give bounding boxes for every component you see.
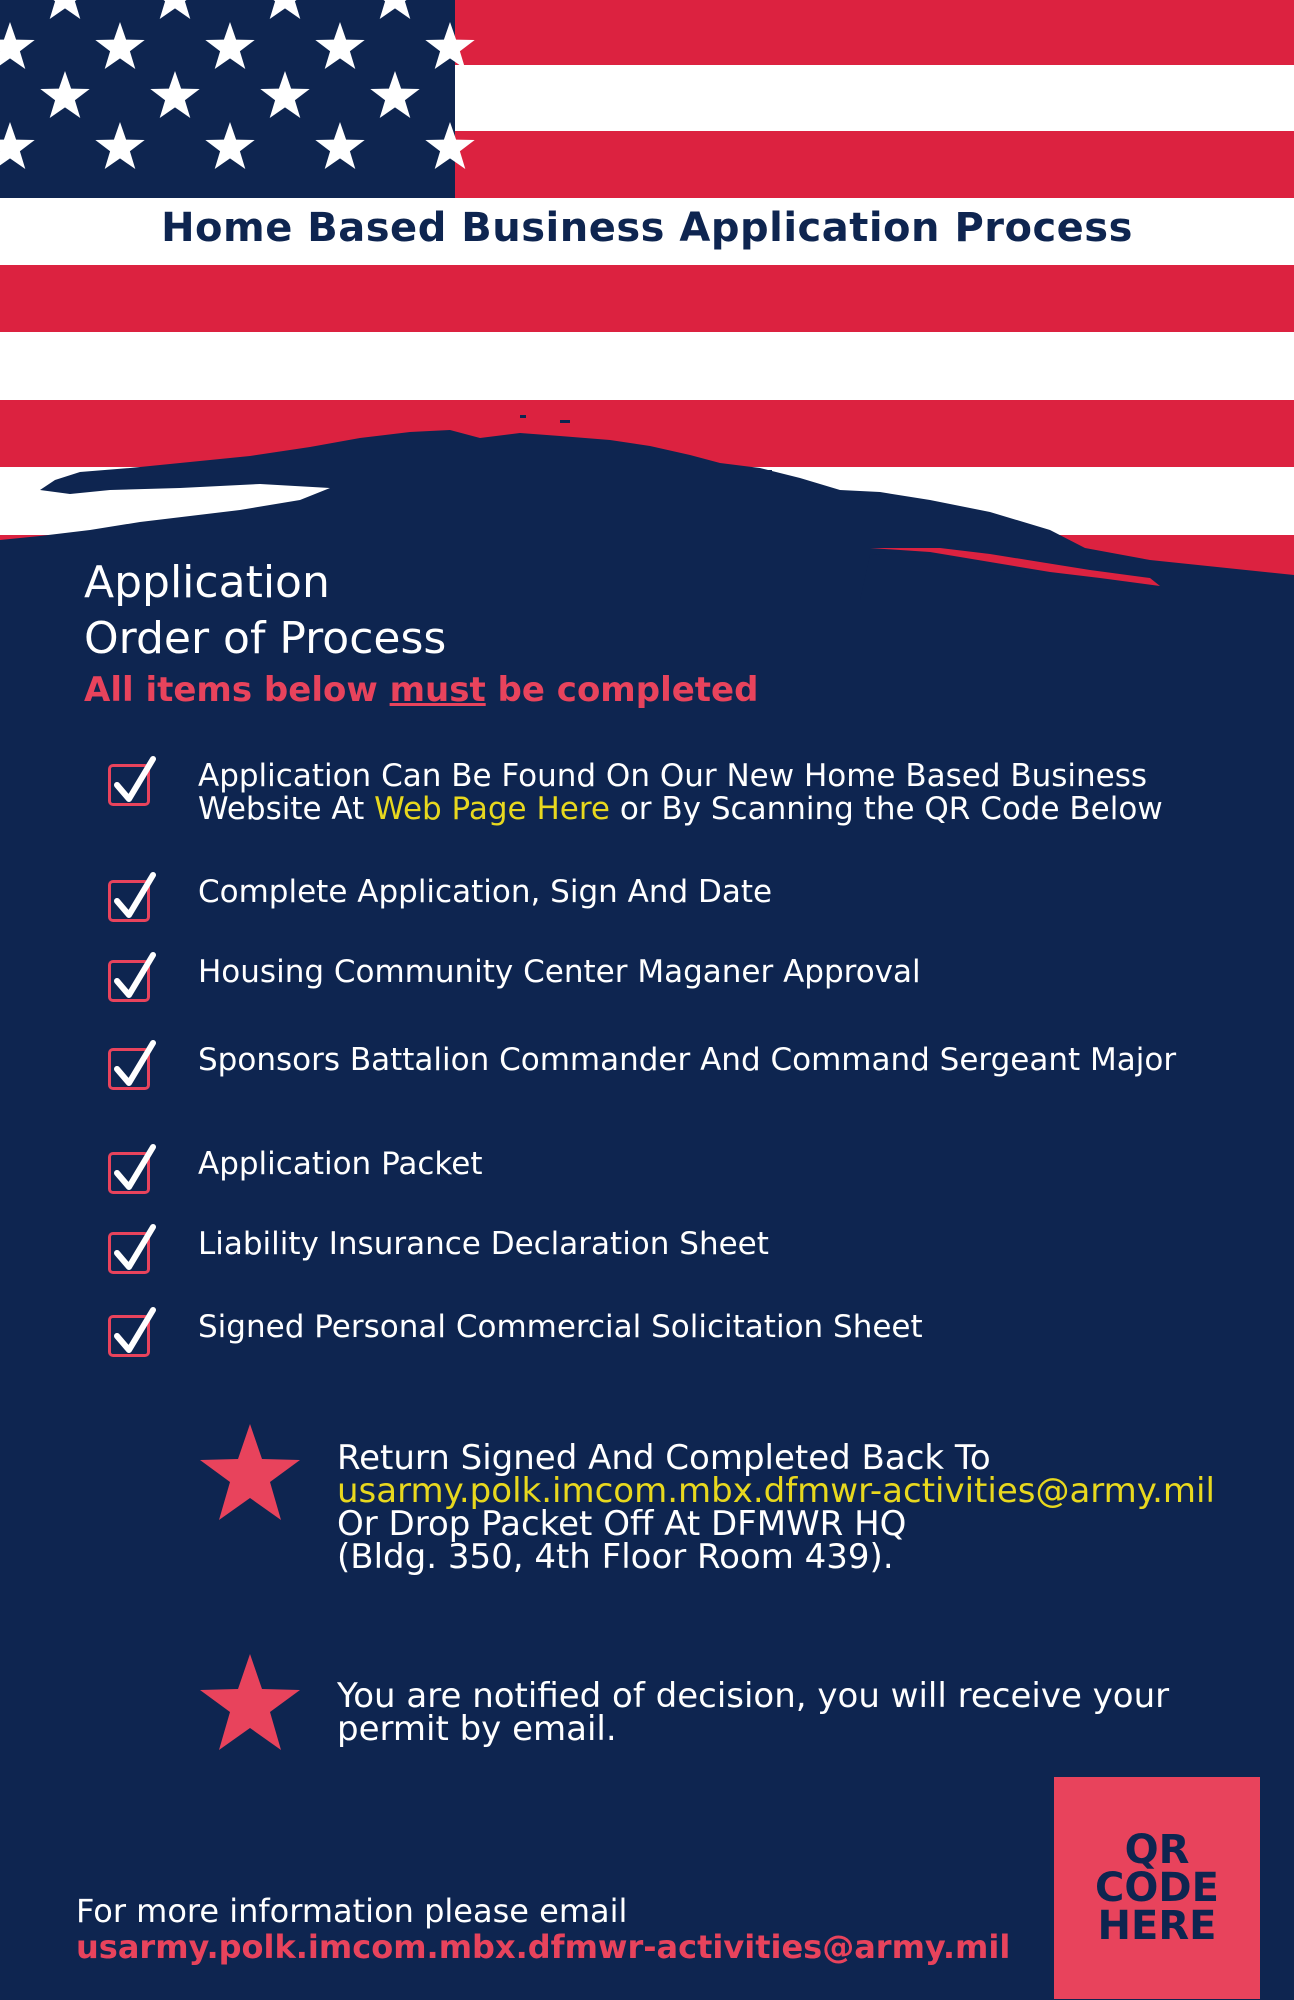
checklist-text-pre: Application Can Be Found On Our New Home Based Business Website At xyxy=(198,758,1148,827)
checklist-text-post: or By Scanning the QR Code Below xyxy=(609,791,1163,827)
return-line-3: Or Drop Packet Off At DFMWR HQ xyxy=(337,1504,907,1544)
return-instructions xyxy=(337,1438,1215,1577)
return-line-4: (Bldg. 350, 4th Floor Room 439). xyxy=(337,1537,894,1577)
return-email-link[interactable]: usarmy.polk.imcom.mbx.dfmwr-activities@army.mil xyxy=(337,1471,1215,1511)
footer-line: For more information please email xyxy=(76,1892,628,1930)
requirement-note xyxy=(84,670,758,710)
qr-code-placeholder[interactable] xyxy=(1054,1777,1260,1999)
checkbox-checked-icon xyxy=(108,880,150,922)
requirement-post: be completed xyxy=(485,670,759,710)
checkbox-checked-icon xyxy=(108,764,150,806)
requirement-emphasis: must xyxy=(389,670,486,710)
checkbox-checked-icon xyxy=(108,1152,150,1194)
checklist-text: Sponsors Battalion Commander And Command Sergeant Major xyxy=(198,1042,1177,1078)
checklist-text: Application Packet xyxy=(198,1146,483,1182)
footer-email-link[interactable]: usarmy.polk.imcom.mbx.dfmwr-activities@army.mil xyxy=(76,1928,1011,1966)
notify-line-2: permit by email. xyxy=(337,1709,617,1749)
flag-banner xyxy=(0,0,1294,600)
checklist-text xyxy=(198,760,1198,826)
checklist-text: Complete Application, Sign And Date xyxy=(198,874,773,910)
qr-label-1: QR xyxy=(1124,1827,1190,1873)
heading-line-1: Application xyxy=(84,557,330,608)
heading-line-2: Order of Process xyxy=(84,613,447,664)
requirement-pre: All items below xyxy=(84,670,390,710)
checkbox-checked-icon xyxy=(108,1232,150,1274)
checkbox-checked-icon xyxy=(108,960,150,1002)
qr-label-3: HERE xyxy=(1097,1903,1217,1949)
notification-note xyxy=(337,1676,1170,1749)
star-icon xyxy=(198,1422,302,1522)
qr-label-2: CODE xyxy=(1095,1865,1219,1911)
checklist-text: Housing Community Center Maganer Approval xyxy=(198,954,921,990)
footer-contact xyxy=(76,1893,1010,1965)
return-line-1: Return Signed And Completed Back To xyxy=(337,1438,991,1478)
section-heading xyxy=(84,555,446,667)
star-icon xyxy=(198,1652,302,1752)
notify-line-1: You are notified of decision, you will receive your xyxy=(337,1676,1170,1716)
checklist-text: Liability Insurance Declaration Sheet xyxy=(198,1226,769,1262)
page-title: Home Based Business Application Process xyxy=(161,205,1133,251)
checkbox-checked-icon xyxy=(108,1315,150,1357)
web-page-link[interactable]: Web Page Here xyxy=(374,791,610,827)
checklist-text: Signed Personal Commercial Solicitation Sheet xyxy=(198,1309,923,1345)
checkbox-checked-icon xyxy=(108,1048,150,1090)
